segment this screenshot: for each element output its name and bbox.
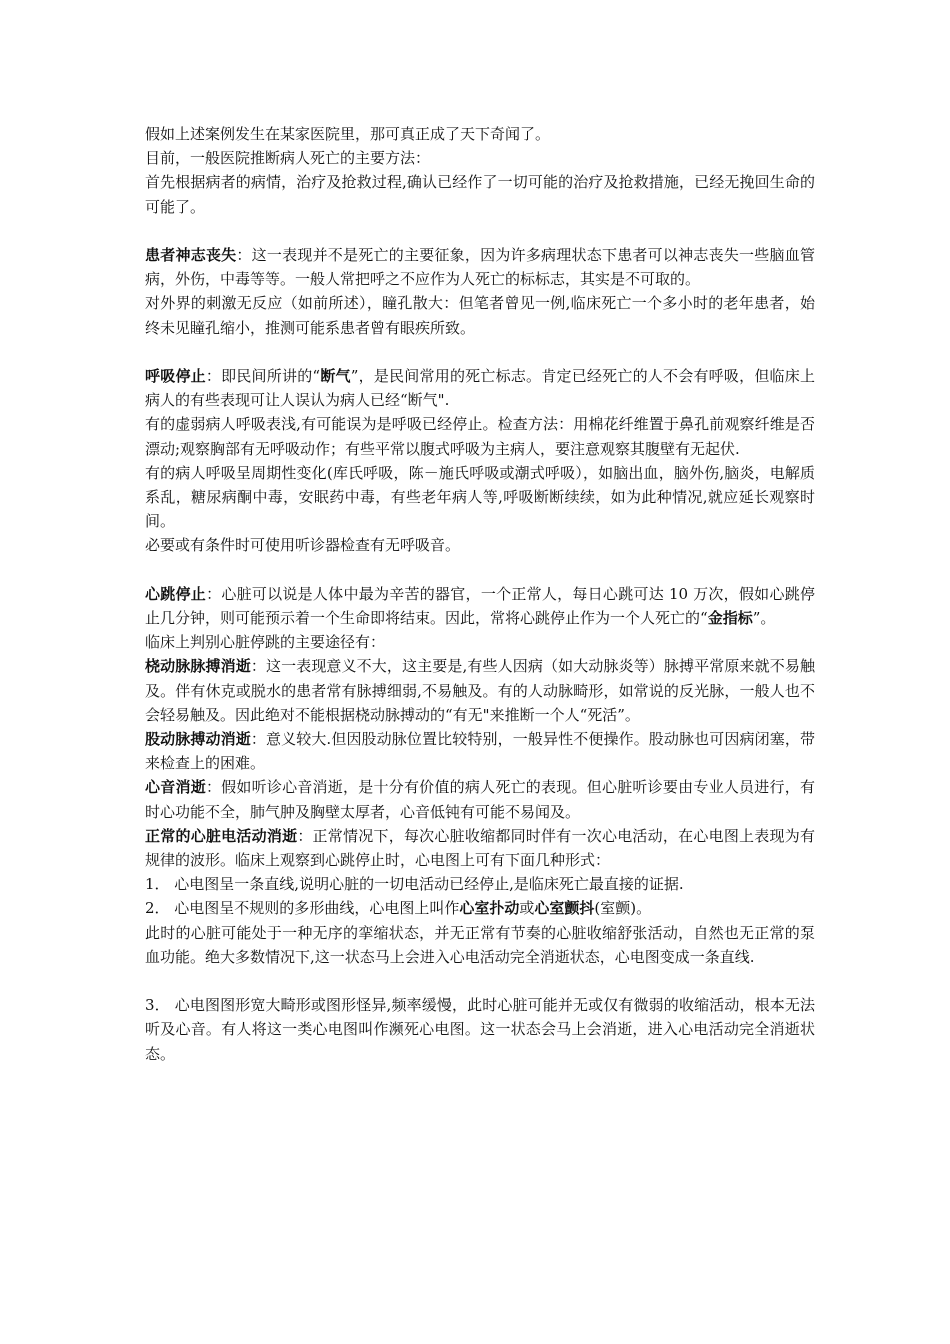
heart-term: 心跳停止 [145, 584, 207, 603]
ventricular-flutter-term: 心室扑动 [459, 899, 520, 918]
intro-paragraph-1: 假如上述案例发生在某家医院里，那可真正成了天下奇闻了。 [145, 125, 551, 143]
breathing-text-a: ：即民间所讲的“ [205, 367, 321, 385]
breathing-paragraph-3: 有的病人呼吸呈周期性变化(库氏呼吸，陈－施氏呼吸或潮式呼吸），如脑出血，脑外伤,脑炎，电解质系乱，糖尿病酮中毒，安眠药中毒，有些老年病人等,呼吸断断续续，如为此种情况,就应延长观察时间。 [145, 463, 815, 531]
pupil-paragraph: 对外界的刺激无反应（如前所述），瞳孔散大：但笔者曾见一例,临床死亡一个多小时的老年患者，始终未见瞳孔缩小，推测可能系患者曾有眼疾所致。 [145, 294, 815, 337]
heart-sound-paragraph [145, 775, 815, 823]
radial-paragraph [145, 654, 815, 727]
consciousness-text: ：这一表现并不是死亡的主要征象，因为许多病理状态下患者可以神志丧失一些脑血管病，外伤，中毒等等。一般人常把呼之不应作为人死亡的标标志，其实是不可取的。 [145, 246, 815, 289]
breathing-term: 呼吸停止 [145, 367, 206, 385]
heart-paragraph [145, 582, 815, 630]
ecg-item-3: 3． 心电图图形宽大畸形或图形怪异,频率缓慢，此时心脏可能并无或仅有微弱的收缩活动，根本无法听及心音。有人将这一类心电图叫作濒死心电图。这一状态会马上会消逝，进入心电活动完全消逝状态。 [145, 996, 815, 1063]
heart-text-a: ：心脏可以说是人体中最为辛苦的器官，一个正常人，每日心跳可达 10 万次，假如心跳停止几分钟，则可能预示着一个生命即将结束。因此，常将心跳停止作为一个人死亡的“ [145, 584, 815, 628]
blank-line [145, 340, 815, 364]
heart-term-b: 金指标 [707, 609, 753, 628]
ecg-item-1: 1． 心电图呈一条直线,说明心脏的一切电活动已经停止,是临床死亡最直接的证据. [145, 875, 684, 894]
ecg-text: ：正常情况下，每次心脏收缩都同时伴有一次心电活动，在心电图上表现为有规律的波形。临床上观察到心跳停止时，心电图上可有下面几种形式： [145, 826, 815, 870]
ventricular-fibrillation-term: 心室颤抖 [534, 899, 595, 918]
radial-text: ：这一表现意义不大，这主要是,有些人因病（如大动脉炎等）脉搏平常原来就不易触及。伴有休克或脱水的患者常有脉搏细弱,不易触及。有的人动脉畸形，如常说的反光脉，一般人也不会轻易触及。因此绝对不能根据桡动脉搏动的“有无"来推断一个人“死活”。 [145, 657, 815, 724]
ecg-paragraph [145, 824, 815, 872]
ecg-item-2-text-e: (室颤)。 [594, 899, 652, 918]
ecg-item-2-text-a: 2． 心电图呈不规则的多形曲线，心电图上叫作 [145, 899, 460, 918]
heart-ways-paragraph: 临床上判别心脏停跳的主要途径有： [145, 633, 386, 652]
blank-line [145, 969, 815, 993]
consciousness-term: 患者神志丧失 [145, 246, 237, 264]
ecg-term: 正常的心脏电活动消逝 [145, 826, 298, 845]
radial-term: 桡动脉脉搏消逝 [145, 657, 251, 676]
blank-line [145, 219, 815, 243]
document-body [145, 122, 815, 1066]
breathing-term-b: 断气 [320, 367, 351, 385]
breathing-paragraph-2: 有的虚弱病人呼吸表浅,有可能误为是呼吸已经停止。检查方法：用棉花纤维置于鼻孔前观察纤维是否漂动;观察胸部有无呼吸动作；有些平常以腹式呼吸为主病人，要注意观察其腹壁有无起伏. [145, 415, 815, 458]
femoral-text: ：意义较大.但因股动脉位置比较特别，一般异性不便操作。股动脉也可因病闭塞，带来检查上的困难。 [145, 730, 815, 773]
blank-line [145, 558, 815, 582]
heart-sound-text: ：假如听诊心音消逝，是十分有价值的病人死亡的表现。但心脏听诊要由专业人员进行，有时心功能不全，肺气肿及胸壁太厚者，心音低钝有可能不易闻及。 [145, 778, 815, 821]
breathing-paragraph-4: 必要或有条件时可使用听诊器检查有无呼吸音。 [145, 536, 461, 555]
heart-sound-term: 心音消逝 [145, 778, 206, 797]
breathing-paragraph [145, 364, 815, 412]
ecg-item-2 [145, 896, 815, 920]
ecg-item-2-note: 此时的心脏可能处于一种无序的挛缩状态，并无正常有节奏的心脏收缩舒张活动，自然也无正常的泵血功能。绝大多数情况下,这一状态马上会进入心电活动完全消逝状态，心电图变成一条直线. [145, 923, 815, 966]
femoral-term: 股动脉搏动消逝 [145, 730, 251, 749]
heart-text-b: ”。 [752, 609, 776, 628]
breathing-text-b: ”，是民间常用的死亡标志。肯定已经死亡的人不会有呼吸，但临床上病人的有些表现可让人误认为病人已经“断气". [145, 367, 815, 410]
ecg-item-2-text-c: 或 [519, 899, 535, 918]
femoral-paragraph [145, 727, 815, 775]
intro-paragraph-2: 目前，一般医院推断病人死亡的主要方法： [145, 149, 431, 168]
consciousness-paragraph [145, 243, 815, 291]
intro-paragraph-3: 首先根据病者的病情，治疗及抢救过程,确认已经作了一切可能的治疗及抢救措施，已经无挽回生命的可能了。 [145, 173, 815, 216]
